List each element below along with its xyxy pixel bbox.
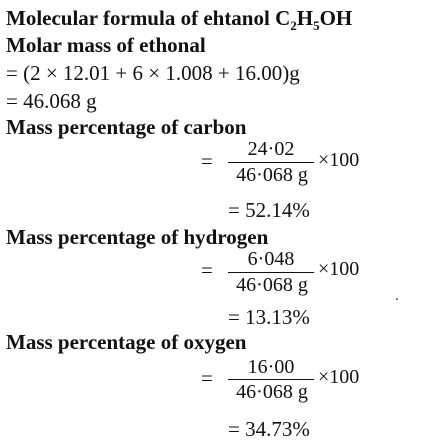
oxygen-heading: Mass percentage of oxygen [6,330,247,354]
carbon-multiplier: ×100 [318,149,360,171]
oxygen-numerator: 16·00 [247,356,295,378]
carbon-denominator: 46·068 g [236,164,308,186]
carbon-heading: Mass percentage of carbon [6,115,247,139]
carbon-numerator: 24·02 [247,138,295,160]
formula-subscript-5: 5 [313,18,320,33]
molecular-formula-text: Molecular formula of ehtanol C [6,6,291,30]
carbon-fraction-bar [228,162,314,163]
hydrogen-fraction-bar [228,272,314,273]
oxygen-multiplier: ×100 [318,366,360,388]
oxygen-denominator: 46·068 g [236,381,308,403]
carbon-result: = 52.14% [228,198,310,222]
formula-subscript-2: 2 [290,18,297,33]
formula-oh: OH [319,6,353,30]
hydrogen-multiplier: ×100 [318,258,360,280]
carbon-equals: = [201,149,213,173]
oxygen-fraction-bar [228,379,314,380]
hydrogen-heading: Mass percentage of hydrogen [6,225,269,249]
speck-mark [396,298,398,300]
molar-mass-result: = 46.068 g [6,89,97,113]
oxygen-result: = 34.73% [228,417,310,441]
molar-mass-heading: Molar mass of ethonal [6,33,206,57]
hydrogen-equals: = [201,258,213,282]
oxygen-equals: = [201,366,213,390]
hydrogen-denominator: 46·068 g [236,274,308,296]
formula-h: H [296,6,314,30]
molar-mass-calculation: = (2 × 12.01 + 6 × 1.008 + 16.00)g [6,61,300,85]
hydrogen-numerator: 6·048 [247,248,295,270]
hydrogen-result: = 13.13% [228,305,310,329]
